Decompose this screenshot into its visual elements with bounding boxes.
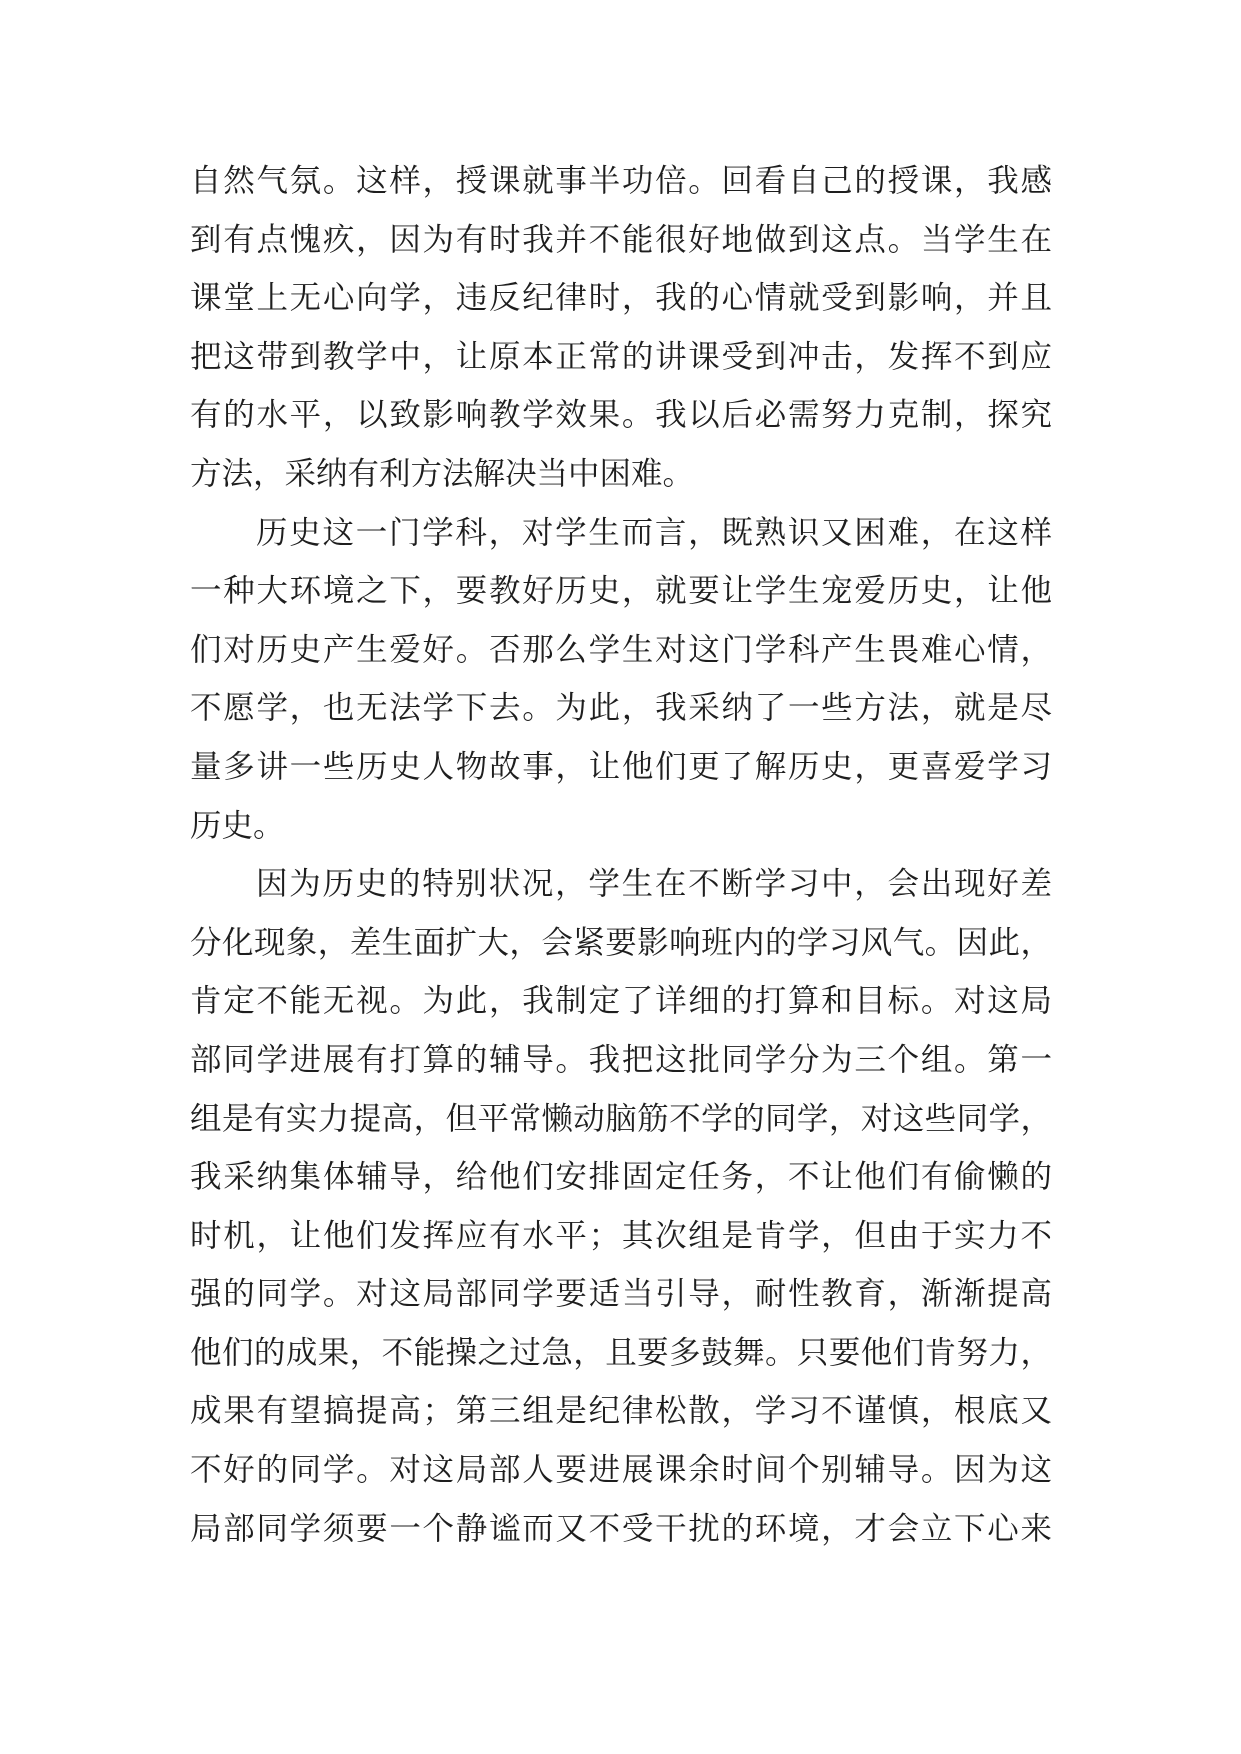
text-line: 课堂上无心向学，违反纪律时，我的心情就受到影响，并且: [190, 280, 1052, 317]
paragraph: [190, 152, 1052, 504]
text-line: 我采纳集体辅导，给他们安排固定任务，不让他们有偷懒的: [190, 1159, 1052, 1196]
document-body: [190, 152, 1052, 1558]
text-line: 部同学进展有打算的辅导。我把这批同学分为三个组。第一: [190, 1041, 1052, 1078]
text-line: 方法，采纳有利方法解决当中困难。: [190, 455, 695, 492]
text-line: 不好的同学。对这局部人要进展课余时间个别辅导。因为这: [190, 1452, 1052, 1489]
text-line: 自然气氛。这样，授课就事半功倍。回看自己的授课，我感: [190, 163, 1052, 199]
text-line: 分化现象，差生面扩大，会紧要影响班内的学习风气。因此，: [190, 924, 1052, 961]
text-line: 时机，让他们发挥应有水平；其次组是肯学，但由于实力不: [190, 1217, 1052, 1254]
text-line: 局部同学须要一个静谧而又不受干扰的环境，才会立下心来: [190, 1510, 1052, 1547]
text-line: 有的水平，以致影响教学效果。我以后必需努力克制，探究: [190, 397, 1052, 434]
text-line: 到有点愧疚，因为有时我并不能很好地做到这点。当学生在: [190, 221, 1052, 258]
text-line: 把这带到教学中，让原本正常的讲课受到冲击，发挥不到应: [190, 338, 1052, 375]
text-line: 历史。: [190, 807, 285, 844]
text-line: 历史这一门学科，对学生而言，既熟识又困难，在这样: [256, 514, 1052, 551]
paragraph: [190, 855, 1052, 1558]
text-line: 强的同学。对这局部同学要适当引导，耐性教育，渐渐提高: [190, 1276, 1052, 1313]
text-line: 们对历史产生爱好。否那么学生对这门学科产生畏难心情，: [190, 631, 1052, 668]
text-line: 一种大环境之下，要教好历史，就要让学生宠爱历史，让他: [190, 573, 1052, 610]
text-line: 因为历史的特别状况，学生在不断学习中，会出现好差: [256, 866, 1052, 903]
paragraph: [190, 504, 1052, 856]
text-line: 成果有望搞提高；第三组是纪律松散，学习不谨慎，根底又: [190, 1393, 1052, 1430]
text-line: 量多讲一些历史人物故事，让他们更了解历史，更喜爱学习: [190, 748, 1052, 785]
text-line: 他们的成果，不能操之过急，且要多鼓舞。只要他们肯努力，: [190, 1334, 1052, 1371]
text-line: 肯定不能无视。为此，我制定了详细的打算和目标。对这局: [190, 983, 1052, 1020]
text-line: 组是有实力提高，但平常懒动脑筋不学的同学，对这些同学，: [190, 1100, 1052, 1137]
text-line: 不愿学，也无法学下去。为此，我采纳了一些方法，就是尽: [190, 690, 1052, 727]
